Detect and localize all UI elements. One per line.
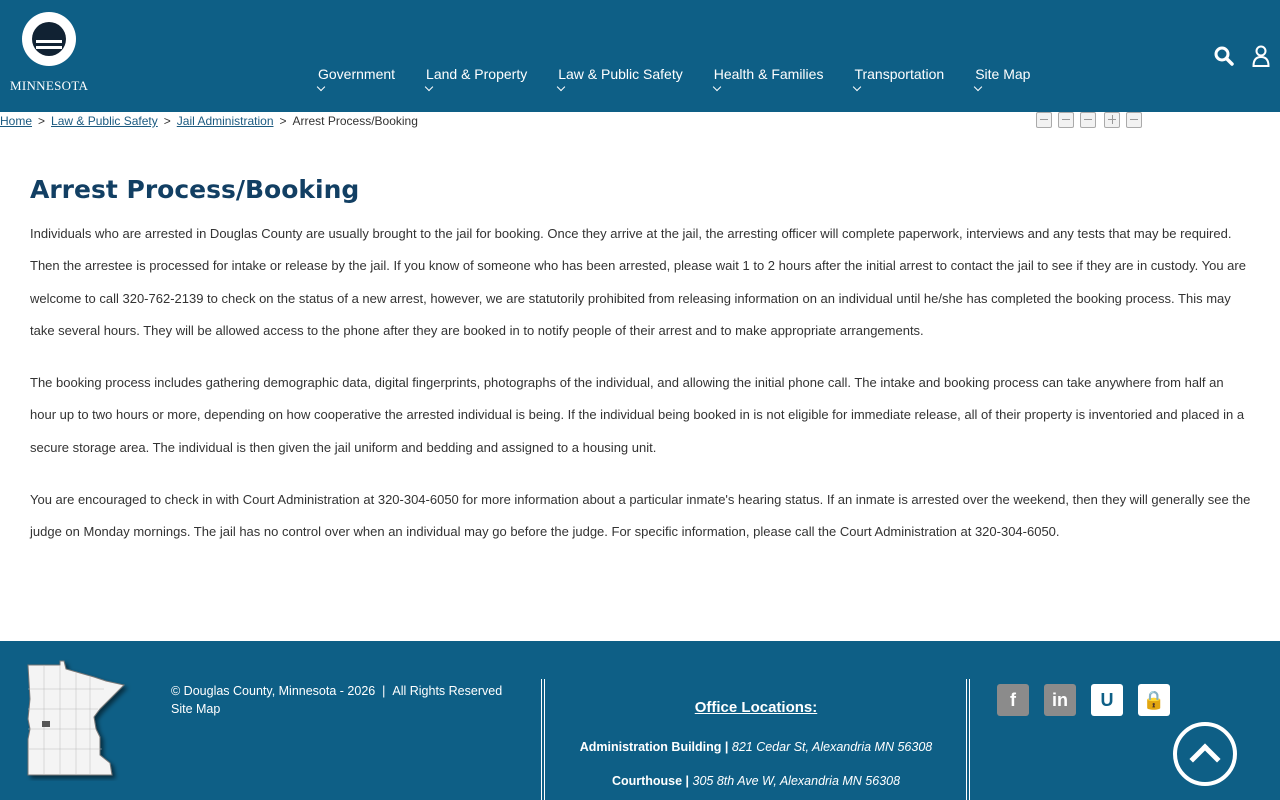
footer-divider: [541, 679, 545, 800]
chevron-down-icon: [853, 83, 861, 91]
nav-transportation[interactable]: Transportation: [854, 66, 944, 82]
chevron-down-icon: [425, 83, 433, 91]
nav-health-families[interactable]: Health & Families: [714, 66, 824, 82]
user-icon[interactable]: [1252, 45, 1270, 67]
chevron-down-icon: [557, 83, 565, 91]
page-tools: [1036, 112, 1148, 128]
chevron-down-icon: [712, 83, 720, 91]
email-icon[interactable]: [1058, 112, 1074, 128]
breadcrumb-current: Arrest Process/Booking: [292, 114, 418, 128]
paragraph: You are encouraged to check in with Court Administration at 320-304-6050 for more information about a particular inmate's hearing status. If an inmate is arrested over the weekend, then they will generally see the judge on Monday mornings. The jail has no control over when an individual may go before the judge. For specific information, please call the Court Administration at 320-304-6050.: [30, 492, 1251, 540]
back-to-top-icon[interactable]: [1173, 722, 1237, 786]
lock-icon[interactable]: 🔒: [1138, 684, 1170, 716]
main-content: [30, 218, 1252, 569]
facebook-icon[interactable]: f: [997, 684, 1029, 716]
print-icon[interactable]: [1036, 112, 1052, 128]
breadcrumb: Home > Law & Public Safety > Jail Administration > Arrest Process/Booking: [0, 114, 418, 128]
nav-law-public-safety[interactable]: Law & Public Safety: [558, 66, 683, 82]
footer-site-map-link[interactable]: Site Map: [171, 702, 221, 716]
chevron-down-icon: [317, 83, 325, 91]
footer-divider: [966, 679, 970, 800]
nav-government[interactable]: Government: [318, 66, 395, 82]
chevron-down-icon: [974, 83, 982, 91]
county-seal-icon: [22, 12, 76, 66]
page-title: Arrest Process/Booking: [30, 175, 360, 204]
main-nav: [318, 66, 1061, 82]
u-icon[interactable]: U: [1091, 684, 1123, 716]
rss-icon[interactable]: [1080, 112, 1096, 128]
breadcrumb-home[interactable]: Home: [0, 114, 33, 128]
paragraph: Individuals who are arrested in Douglas County are usually brought to the jail for booking. Once they arrive at the jail, the arresting officer will complete paperwork, interviews and any tests that may be required. Then the arrestee is processed for intake or release by the jail. If you know of someone who has been arrested, please wait 1 to 2 hours after the initial arrest to contact the jail to see if they are in custody. You are welcome to call 320-762-2139 to check on the status of a new arrest, however, we are statutorily prohibited from releasing information on an individual until he/she has completed the booking process. This may take several hours. They will be allowed access to the phone after they are booked in to notify people of their arrest and to make appropriate arrangements.: [30, 226, 1246, 338]
linkedin-icon[interactable]: in: [1044, 684, 1076, 716]
office-locations: [546, 699, 966, 798]
social-links: [997, 684, 1185, 716]
site-header: [0, 0, 1280, 112]
search-icon[interactable]: [1214, 46, 1234, 66]
site-footer: [0, 641, 1280, 800]
decrease-text-icon[interactable]: [1126, 112, 1142, 128]
nav-land-property[interactable]: Land & Property: [426, 66, 527, 82]
offices-title[interactable]: Office Locations:: [694, 699, 818, 716]
paragraph: The booking process includes gathering demographic data, digital fingerprints, photographs of the individual, and allowing the initial phone call. The intake and booking process can take anywhere from half an hour up to two hours or more, depending on how cooperative the arrested individual is being. If the individual being booked in is not eligible for immediate release, all of their property is inventoried and placed in a secure storage area. The individual is then given the jail uniform and bedding and assigned to a housing unit.: [30, 375, 1245, 455]
logo-text: MINNESOTA: [10, 78, 89, 93]
office-administration: Administration Building | 821 Cedar St, Alexandria MN 56308: [579, 740, 933, 754]
copyright-text: © Douglas County, Minnesota - 2026 | All Rights Reserved Site Map: [171, 684, 503, 716]
office-courthouse: Courthouse | 305 8th Ave W, Alexandria MN 56308: [611, 774, 901, 788]
increase-text-icon[interactable]: [1104, 112, 1120, 128]
breadcrumb-law-public-safety[interactable]: Law & Public Safety: [51, 114, 158, 128]
nav-site-map[interactable]: Site Map: [975, 66, 1030, 82]
county-logo[interactable]: [10, 10, 92, 100]
breadcrumb-jail-administration[interactable]: Jail Administration: [176, 114, 274, 128]
minnesota-map-icon: [24, 659, 134, 781]
